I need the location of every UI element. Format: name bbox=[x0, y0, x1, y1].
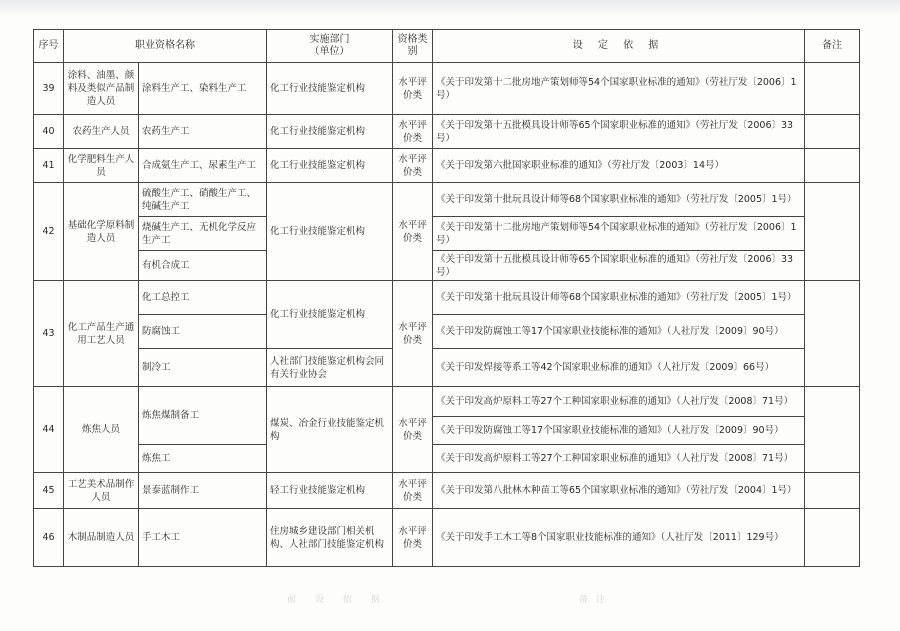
row-department: 化工行业技能鉴定机构 bbox=[267, 63, 393, 115]
row-category: 炼焦人员 bbox=[64, 387, 139, 473]
row-note bbox=[805, 473, 860, 509]
row-department: 煤炭、冶金行业技能鉴定机构 bbox=[267, 387, 393, 473]
row-type: 水平评价类 bbox=[393, 473, 433, 509]
row-seq: 40 bbox=[34, 115, 64, 149]
header-department: 实施部门 （单位） bbox=[267, 30, 393, 63]
row-type: 水平评价类 bbox=[393, 281, 433, 387]
table-header-row bbox=[34, 30, 860, 63]
row-occupation: 防腐蚀工 bbox=[139, 315, 267, 349]
row-type: 水平评价类 bbox=[393, 115, 433, 149]
show-through-text bbox=[0, 592, 900, 605]
table-subrow bbox=[34, 315, 860, 349]
row-occupation: 制冷工 bbox=[139, 349, 267, 387]
table-subrow bbox=[34, 251, 860, 281]
row-category: 农药生产人员 bbox=[64, 115, 139, 149]
row-basis: 《关于印发第十五批模具设计师等65个国家职业标准的通知》（劳社厅发〔2006〕33号） bbox=[433, 115, 805, 149]
table-subrow bbox=[34, 349, 860, 387]
row-basis: 《关于印发第十二批房地产策划师等54个国家职业标准的通知》（劳社厅发〔2006〕1号） bbox=[433, 217, 805, 251]
row-department: 化工行业技能鉴定机构 bbox=[267, 149, 393, 183]
row-category: 涂料、油墨、颜料及类似产品制造人员 bbox=[64, 63, 139, 115]
row-note bbox=[805, 387, 860, 473]
row-seq: 45 bbox=[34, 473, 64, 509]
row-category: 木制品制造人员 bbox=[64, 509, 139, 567]
row-basis: 《关于印发手工木工等8个国家职业技能标准的通知》（人社厅发〔2011〕129号） bbox=[433, 509, 805, 567]
row-occupation: 炼焦工 bbox=[139, 445, 267, 473]
row-type: 水平评价类 bbox=[393, 63, 433, 115]
row-occupation: 涂料生产工、染料生产工 bbox=[139, 63, 267, 115]
faint-char: 据 bbox=[370, 595, 388, 605]
table-row bbox=[34, 473, 860, 509]
row-note bbox=[805, 509, 860, 567]
row-occupation: 炼焦煤制备工 bbox=[139, 387, 267, 445]
row-type: 水平评价类 bbox=[393, 387, 433, 473]
table-row bbox=[34, 183, 860, 217]
header-type: 资格类别 bbox=[393, 30, 433, 63]
row-department: 人社部门技能鉴定机构会同有关行业协会 bbox=[267, 349, 393, 387]
table-row bbox=[34, 281, 860, 315]
row-occupation: 硫酸生产工、硝酸生产工、纯碱生产工 bbox=[139, 183, 267, 217]
row-seq: 44 bbox=[34, 387, 64, 473]
faint-char: 前 bbox=[287, 595, 305, 605]
row-note bbox=[805, 115, 860, 149]
row-occupation: 化工总控工 bbox=[139, 281, 267, 315]
table-subrow bbox=[34, 217, 860, 251]
faint-note: 备注 bbox=[578, 595, 613, 605]
row-seq: 46 bbox=[34, 509, 64, 567]
row-basis: 《关于印发高炉原料工等27个工种国家职业标准的通知》（人社厅发〔2008〕71号） bbox=[433, 387, 805, 417]
row-department: 轻工行业技能鉴定机构 bbox=[267, 473, 393, 509]
page-top-edge bbox=[0, 0, 900, 16]
header-basis: 设 定 依 据 bbox=[433, 30, 805, 63]
row-basis: 《关于印发防腐蚀工等17个国家职业技能标准的通知》（人社厅发〔2009〕90号） bbox=[433, 417, 805, 445]
row-seq: 42 bbox=[34, 183, 64, 281]
row-note bbox=[805, 183, 860, 281]
row-basis: 《关于印发第十五批模具设计师等65个国家职业标准的通知》（劳社厅发〔2006〕33号） bbox=[433, 251, 805, 281]
row-basis: 《关于印发第十批玩具设计师等68个国家职业标准的通知》（劳社厅发〔2005〕1号） bbox=[433, 281, 805, 315]
row-basis: 《关于印发焊接等系工等42个国家职业标准的通知》（人社厅发〔2009〕66号） bbox=[433, 349, 805, 387]
row-basis: 《关于印发高炉原料工等27个工种国家职业标准的通知》（人社厅发〔2008〕71号） bbox=[433, 445, 805, 473]
row-category: 工艺美术品制作人员 bbox=[64, 473, 139, 509]
table-row bbox=[34, 63, 860, 115]
row-seq: 41 bbox=[34, 149, 64, 183]
faint-char: 依 bbox=[342, 595, 360, 605]
row-note bbox=[805, 63, 860, 115]
row-basis: 《关于印发第八批林木种苗工等65个国家职业标准的通知》（劳社厅发〔2004〕1号） bbox=[433, 473, 805, 509]
table-subrow bbox=[34, 445, 860, 473]
table-row bbox=[34, 387, 860, 417]
row-category: 化工产品生产通用工艺人员 bbox=[64, 281, 139, 387]
row-occupation: 有机合成工 bbox=[139, 251, 267, 281]
header-occupation: 职业资格名称 bbox=[64, 30, 267, 63]
qualification-table bbox=[33, 29, 860, 567]
row-department: 化工行业技能鉴定机构 bbox=[267, 281, 393, 349]
row-seq: 39 bbox=[34, 63, 64, 115]
row-note bbox=[805, 149, 860, 183]
table-row bbox=[34, 149, 860, 183]
row-occupation: 合成氨生产工、尿素生产工 bbox=[139, 149, 267, 183]
row-department: 化工行业技能鉴定机构 bbox=[267, 115, 393, 149]
row-seq: 43 bbox=[34, 281, 64, 387]
row-type: 水平评价类 bbox=[393, 183, 433, 281]
table-row bbox=[34, 115, 860, 149]
faint-char: 设 bbox=[315, 595, 333, 605]
row-department: 住房城乡建设部门相关机构、人社部门技能鉴定机构 bbox=[267, 509, 393, 567]
row-basis: 《关于印发第六批国家职业标准的通知》（劳社厅发〔2003〕14号） bbox=[433, 149, 805, 183]
row-basis: 《关于印发第十二批房地产策划师等54个国家职业标准的通知》（劳社厅发〔2006〕1号） bbox=[433, 63, 805, 115]
row-category: 基础化学原料制造人员 bbox=[64, 183, 139, 281]
row-category: 化学肥料生产人员 bbox=[64, 149, 139, 183]
row-department: 化工行业技能鉴定机构 bbox=[267, 183, 393, 281]
row-basis: 《关于印发第十批玩具设计师等68个国家职业标准的通知》（劳社厅发〔2005〕1号） bbox=[433, 183, 805, 217]
row-note bbox=[805, 281, 860, 387]
row-type: 水平评价类 bbox=[393, 149, 433, 183]
row-type: 水平评价类 bbox=[393, 509, 433, 567]
row-occupation: 烧碱生产工、无机化学反应生产工 bbox=[139, 217, 267, 251]
table-row bbox=[34, 509, 860, 567]
row-occupation: 景泰蓝制作工 bbox=[139, 473, 267, 509]
row-occupation: 农药生产工 bbox=[139, 115, 267, 149]
row-basis: 《关于印发防腐蚀工等17个国家职业技能标准的通知》（人社厅发〔2009〕90号） bbox=[433, 315, 805, 349]
header-note: 备注 bbox=[805, 30, 860, 63]
header-seq: 序号 bbox=[34, 30, 64, 63]
row-occupation: 手工木工 bbox=[139, 509, 267, 567]
